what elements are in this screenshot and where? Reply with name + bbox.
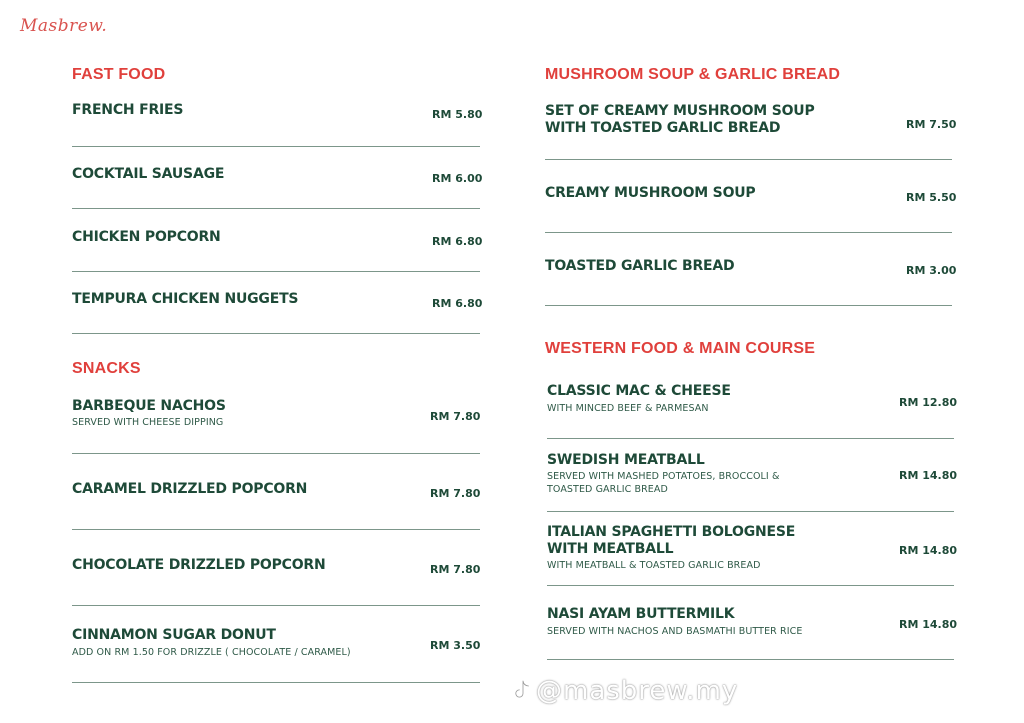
menu-item-price: RM 14.80 — [899, 469, 958, 482]
menu-item-barbeque-nachos — [72, 398, 480, 458]
menu-item-name: TOASTED GARLIC BREAD — [545, 258, 735, 274]
divider — [545, 305, 952, 306]
menu-item-name: CHICKEN POPCORN — [72, 229, 221, 245]
divider — [72, 682, 480, 683]
menu-item-name: COCKTAIL SAUSAGE — [72, 166, 225, 182]
menu-item-description: WITH MINCED BEEF & PARMESAN — [547, 403, 709, 414]
menu-item-caramel-drizzled-popcorn — [72, 481, 480, 533]
menu-item-toasted-garlic-bread — [545, 258, 957, 310]
menu-item-price: RM 5.50 — [906, 191, 957, 204]
menu-item-classic-mac-cheese — [547, 383, 958, 443]
menu-item-description: SERVED WITH CHEESE DIPPING — [72, 417, 224, 428]
divider — [72, 208, 480, 209]
section-title-fast-food: FAST FOOD — [72, 66, 166, 83]
menu-item-price: RM 14.80 — [899, 618, 958, 631]
divider — [545, 159, 952, 160]
menu-item-name: CINNAMON SUGAR DONUT — [72, 627, 276, 643]
menu-item-price: RM 7.50 — [906, 118, 957, 131]
menu-item-name-line1: ITALIAN SPAGHETTI BOLOGNESE — [547, 524, 796, 540]
menu-item-description-line1: SERVED WITH MASHED POTATOES, BROCCOLI & — [547, 471, 780, 482]
menu-item-price: RM 7.80 — [430, 487, 481, 500]
tiktok-icon — [512, 676, 532, 706]
menu-item-name: TEMPURA CHICKEN NUGGETS — [72, 291, 299, 307]
menu-item-set-creamy-mushroom-soup — [545, 103, 957, 165]
menu-item-description: SERVED WITH NACHOS AND BASMATHI BUTTER RICE — [547, 626, 803, 637]
divider — [72, 529, 480, 530]
menu-item-chicken-popcorn — [72, 229, 483, 279]
section-title-snacks: SNACKS — [72, 360, 141, 377]
divider — [72, 605, 480, 606]
menu-item-cocktail-sausage — [72, 166, 483, 216]
menu-item-swedish-meatball — [547, 452, 958, 516]
menu-item-price: RM 14.80 — [899, 544, 958, 557]
divider — [72, 333, 480, 334]
menu-item-name: SWEDISH MEATBALL — [547, 452, 705, 468]
menu-item-chocolate-drizzled-popcorn — [72, 557, 480, 609]
watermark-text: @masbrew.my — [536, 676, 739, 706]
menu-item-name: CHOCOLATE DRIZZLED POPCORN — [72, 557, 326, 573]
menu-item-name: CARAMEL DRIZZLED POPCORN — [72, 481, 308, 497]
menu-item-price: RM 3.50 — [430, 639, 481, 652]
menu-item-price: RM 6.00 — [432, 172, 483, 185]
menu-item-name: FRENCH FRIES — [72, 102, 184, 118]
menu-item-price: RM 12.80 — [899, 396, 958, 409]
menu-item-name: BARBEQUE NACHOS — [72, 398, 226, 414]
divider — [72, 146, 480, 147]
menu-item-description: ADD ON RM 1.50 FOR DRIZZLE ( CHOCOLATE / CARAMEL) — [72, 647, 351, 658]
menu-item-name-line2: WITH TOASTED GARLIC BREAD — [545, 120, 781, 136]
menu-item-name: CREAMY MUSHROOM SOUP — [545, 185, 756, 201]
menu-item-price: RM 6.80 — [432, 297, 483, 310]
watermark — [512, 676, 738, 706]
menu-item-french-fries — [72, 102, 483, 152]
menu-item-name: CLASSIC MAC & CHEESE — [547, 383, 731, 399]
menu-item-price: RM 6.80 — [432, 235, 483, 248]
menu-item-price: RM 7.80 — [430, 563, 481, 576]
section-title-mushroom-soup: MUSHROOM SOUP & GARLIC BREAD — [545, 66, 841, 83]
divider — [72, 453, 480, 454]
menu-item-price: RM 5.80 — [432, 108, 483, 121]
divider — [547, 511, 954, 512]
divider — [545, 232, 952, 233]
divider — [547, 659, 954, 660]
menu-item-description: WITH MEATBALL & TOASTED GARLIC BREAD — [547, 560, 761, 571]
menu-item-tempura-chicken-nuggets — [72, 291, 483, 341]
divider — [547, 438, 954, 439]
section-title-western-food: WESTERN FOOD & MAIN COURSE — [545, 340, 816, 357]
menu-item-name: NASI AYAM BUTTERMILK — [547, 606, 735, 622]
menu-item-creamy-mushroom-soup — [545, 185, 957, 237]
divider — [547, 585, 954, 586]
menu-item-price: RM 3.00 — [906, 264, 957, 277]
menu-item-nasi-ayam-buttermilk — [547, 606, 958, 666]
brand-logo: Masbrew. — [20, 16, 108, 36]
divider — [72, 271, 480, 272]
menu-item-italian-spaghetti-bolognese — [547, 524, 958, 588]
menu-item-name-line1: SET OF CREAMY MUSHROOM SOUP — [545, 103, 815, 119]
menu-item-description-line2: TOASTED GARLIC BREAD — [547, 484, 668, 495]
menu-item-price: RM 7.80 — [430, 410, 481, 423]
menu-item-cinnamon-sugar-donut — [72, 627, 480, 687]
menu-item-name-line2: WITH MEATBALL — [547, 541, 674, 557]
